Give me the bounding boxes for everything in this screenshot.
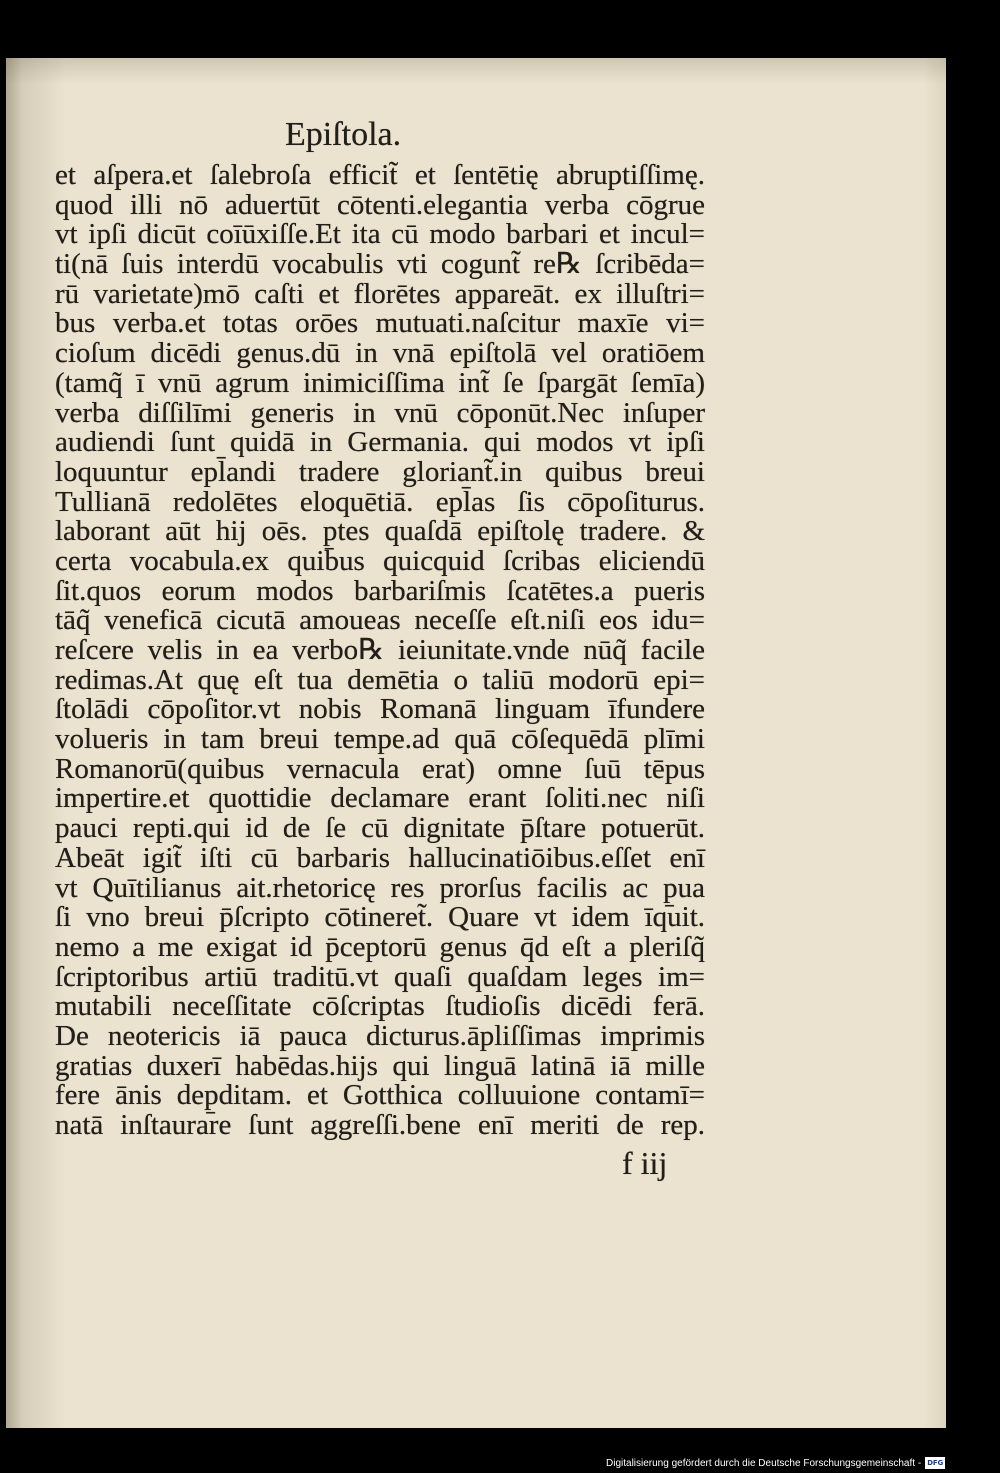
text-line: ti(nā ſuis interdū vocabulis vti cogunt̃ re℞ ſcribēda= <box>55 248 705 281</box>
digitization-credit: Digitalisierung gefördert durch die Deutsche Forschungsgemeinschaft - <box>606 1457 922 1469</box>
digitization-footer <box>606 1456 945 1470</box>
text-line: quod illi nō aduertūt cōtenti.elegantia verba cōgrue <box>55 188 705 221</box>
text-block <box>55 161 705 1141</box>
book-page <box>6 58 946 1428</box>
text-line: reſcere velis in ea verbo℞ ieiunitate.vnde nūq̃ facile <box>55 634 705 666</box>
text-line: Romanorū(quibus vernacula erat) omne ſuū tēpus <box>55 752 705 785</box>
text-line: fere ānis dep̱ditam. et Gotthica colluuione contamī= <box>55 1079 705 1112</box>
text-line: bus verba.et totas orōes mutuati.naſcitur maxīe vi= <box>55 307 705 340</box>
text-line: nemo a me exigat id p̄ceptorū genus q̄d eſt a pleriſq̃ <box>55 930 705 963</box>
text-line: ſit.quos eorum modos barbariſmis ſcatētes.a pueris <box>55 574 705 607</box>
text-line: mutabili neceſſitate cōſcriptas ſtudioſis dicēdi ferā. <box>55 990 705 1023</box>
text-line: Tullianā redolētes eloquētiā. epl̄as ſis cōpoſiturus. <box>55 485 705 518</box>
text-line: ſi vno breui p̄ſcripto cōtineret̃. Quare vt idem īquit. <box>55 901 705 934</box>
text-line: impertire.et quottidie declamare erant ſoliti.nec niſi <box>55 782 705 815</box>
text-line: Abeāt igit̃ iſti cū barbaris hallucinatiōibus.eſſet enī <box>55 841 705 874</box>
text-line: De neotericis iā pauca dicturus.āpliſſimas imprimis <box>55 1019 705 1052</box>
text-line: verba diſſilīmi generis in vnū cōponūt.Nec inſuper <box>55 396 705 429</box>
text-line: certa vocabula.ex quibus quicquid ſcribas eliciendū <box>55 544 705 577</box>
signature-mark: f iij <box>622 1145 668 1181</box>
text-line: et aſpera.et ſalebroſa efficit̃ et ſentētię abruptiſſimę. <box>55 159 705 191</box>
dfg-logo: DFG <box>925 1457 945 1469</box>
text-line: gratias duxerī habēdas.hijs qui linguā latinā iā mille <box>55 1049 705 1082</box>
running-title: Epiſtola. <box>285 116 402 153</box>
text-line: loquuntur epl̄andi tradere gloriant̃.in quibus breui <box>55 455 705 488</box>
text-line: vt ipſi dicūt coīūxiſſe.Et ita cū modo barbari et incul= <box>55 218 705 251</box>
text-line: ſcriptoribus artiū traditū.vt quaſi quaſdam leges im= <box>55 960 705 993</box>
text-line: (tamq̃ ī vnū agrum inimiciſſima int̃ ſe ſpargāt ſemīa) <box>55 366 705 399</box>
text-line: ſtolādi cōpoſitor.vt nobis Romanā linguam īfundere <box>55 693 705 726</box>
text-line: rū varietate)mō caſti et florētes appareāt. ex illuſtri= <box>55 277 705 310</box>
text-line: volueris in tam breui tempe.ad quā cōſequēdā plīmi <box>55 723 705 756</box>
text-line: tāq̃ veneficā cicutā amoueas neceſſe eſt.niſi eos idu= <box>55 604 705 637</box>
text-line: laborant aūt hij oēs. p̱tes quaſdā epiſtolę tradere. & <box>55 515 705 548</box>
text-line: pauci repti.qui id de ſe cū dignitate p̄ſtare potuerūt. <box>55 812 705 845</box>
text-line: cioſum dicēdi genus.dū in vnā epiſtolā vel oratiōem <box>55 337 705 370</box>
text-line: audiendi ſunt quidā in Germania. qui modos vt ipſi <box>55 426 705 459</box>
text-line: vt Quītilianus ait.rhetoricę res prorſus facilis ac p̱ua <box>55 871 705 904</box>
text-line: natā inſtaurare ſunt aggreſſi.bene enī meriti de rep. <box>55 1109 705 1141</box>
text-line: redimas.At quę eſt tua demētia o taliū modorū epi= <box>55 663 705 696</box>
